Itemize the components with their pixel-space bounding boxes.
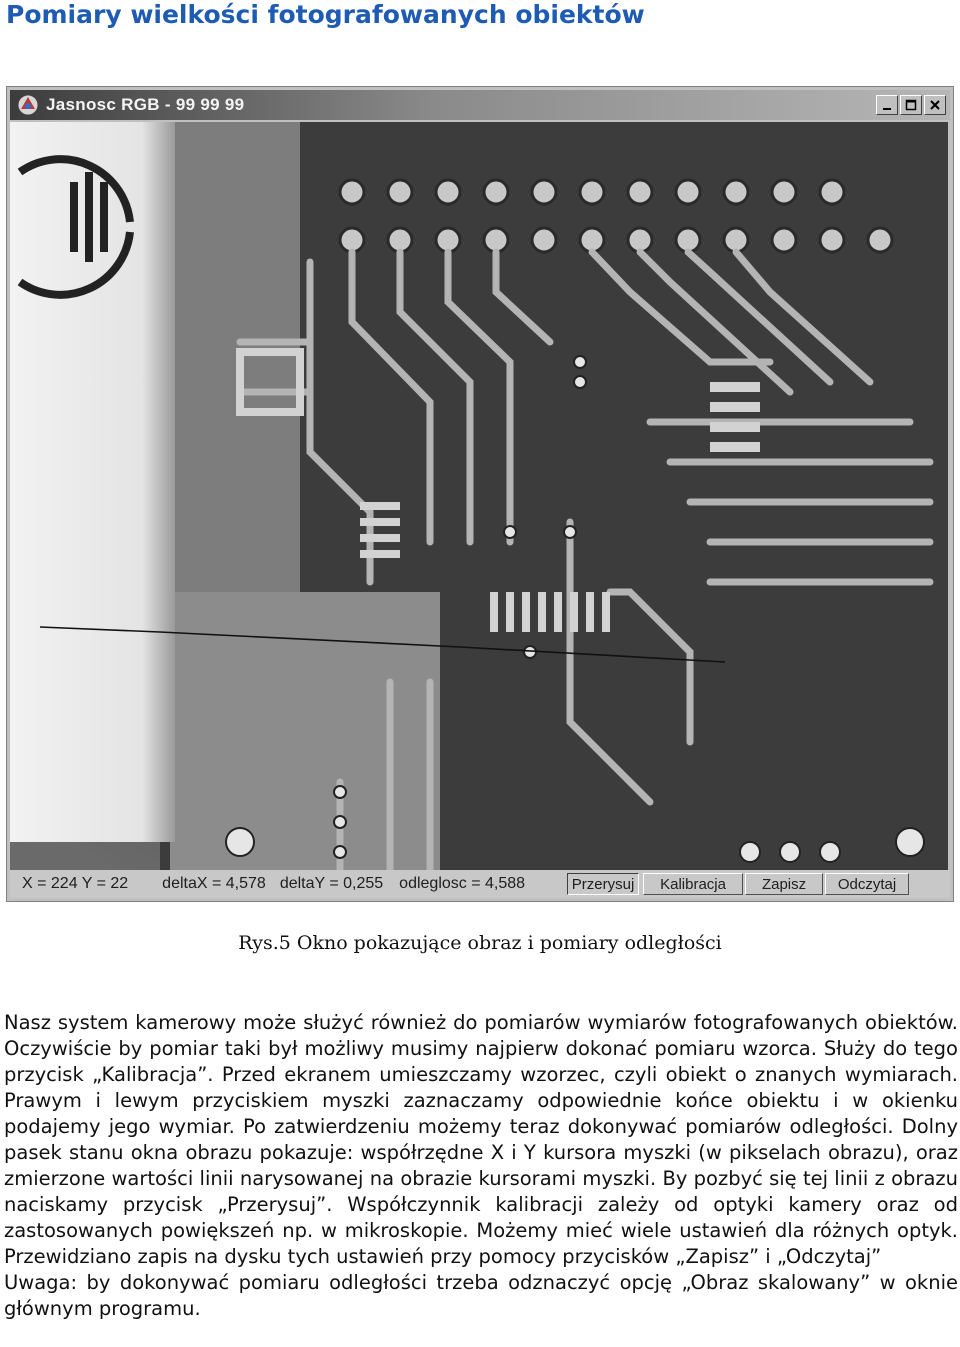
maximize-button[interactable] [900,95,922,115]
kalibracja-button[interactable]: Kalibracja [643,873,743,895]
minimize-icon [881,99,893,111]
page-title: Pomiary wielkości fotografowanych obiektów [6,0,645,29]
body-text [4,1010,958,1322]
window-controls [876,95,946,115]
paragraph: Uwaga: by dokonywać pomiaru odległości trzeba odznaczyć opcję „Obraz skalowany” w oknie głównym programu. [4,1271,958,1320]
delta-y-value: deltaY = 0,255 [279,875,384,892]
pcb-image-canvas[interactable] [10,122,948,870]
image-window [6,86,954,902]
paragraph: Nasz system kamerowy może służyć również do pomiarów wymiarów fotografowanych obiektów. Oczywiście by pomiar taki był możliwy musimy najpierw dokonać pomiaru wzorca. Służy do tego przycisk „Kalibracja”. Przed ekranem umieszczamy wzorzec, czyli obiekt o znanych wymiarach. Prawym i lewym przyciskiem myszki zaznaczamy odpowiednie końce obiektu i w okienku podajemy jego wymiar. Po zatwierdzeniu możemy teraz dokonywać pomiarów odległości. Dolny pasek stanu okna obrazu pokazuje: współrzędne X i Y kursora myszki (w pikselach obrazu), oraz zmierzone wartości linii narysowanej na obrazie kursorami myszki. By pozbyć się tej linii z obrazu naciskamy przycisk „Przerysuj”. Współczynnik kalibracji zależy od optyki kamery oraz od zastosowanych powiększeń np. w mikroskopie. Możemy mieć wiele ustawień dla różnych optyk. Przewidziano zapis na dysku tych ustawień przy pomocy przycisków „Zapisz” i „Odczytaj” [4,1011,958,1268]
zapisz-button[interactable]: Zapisz [745,873,823,895]
figure-caption: Rys.5 Okno pokazujące obraz i pomiary odległości [238,932,722,954]
window-titlebar[interactable] [10,90,950,120]
cursor-coordinates: X = 224 Y = 22 [22,875,129,892]
minimize-button[interactable] [876,95,898,115]
close-button[interactable] [924,95,946,115]
distance-value: odleglosc = 4,588 [399,875,526,892]
maximize-icon [905,99,917,111]
status-bar [10,870,950,898]
delta-x-value: deltaX = 4,578 [162,875,266,892]
pcb-photo [10,122,948,870]
app-icon [16,93,40,117]
window-title: Jasnosc RGB - 99 99 99 [46,95,245,114]
przerysuj-button[interactable]: Przerysuj [567,873,639,895]
odczytaj-button[interactable]: Odczytaj [825,873,909,895]
close-icon [929,99,941,111]
